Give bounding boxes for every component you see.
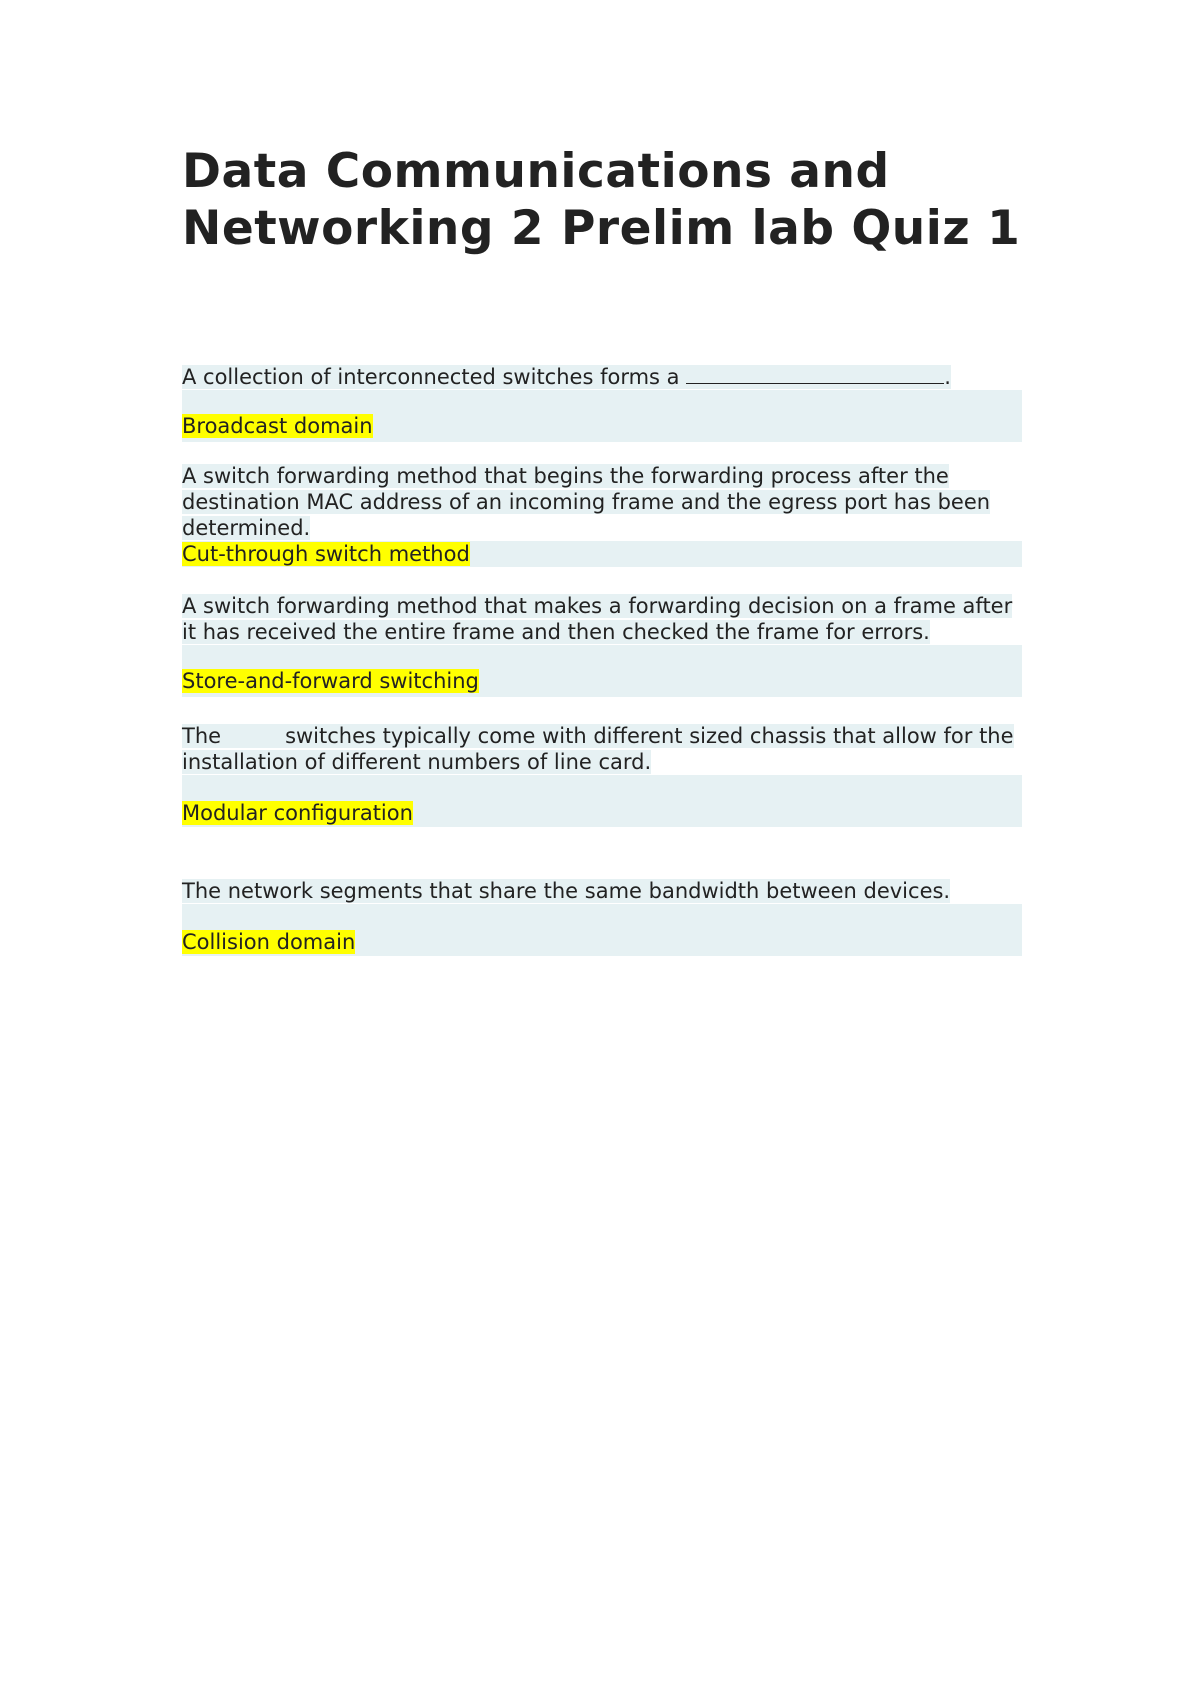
question-5-text: The network segments that share the same bandwidth between devices.: [182, 879, 951, 903]
answer-4: Modular configuration: [182, 801, 413, 825]
question-4: [182, 723, 1022, 775]
question-3-text: A switch forwarding method that makes a forwarding decision on a frame after it has received the entire frame and then checked the frame for errors.: [182, 594, 1013, 644]
answer-row-4: [182, 775, 1022, 827]
answer-row-1: [182, 390, 1022, 442]
answer-row-3: [182, 645, 1022, 697]
question-1-text: A collection of interconnected switches forms a .: [182, 365, 951, 389]
page-title: Data Communications and Networking 2 Prelim lab Quiz 1: [182, 144, 1021, 256]
answer-2: Cut-through switch method: [182, 542, 470, 566]
question-5: [182, 878, 1022, 904]
answer-row-2: [182, 541, 1022, 567]
question-2-text: A switch forwarding method that begins the forwarding process after the destination MAC address of an incoming frame and the egress port has been determined.: [182, 464, 991, 540]
answer-row-5: [182, 904, 1022, 956]
answer-1: Broadcast domain: [182, 414, 373, 438]
question-3: [182, 593, 1022, 645]
answer-5: Collision domain: [182, 930, 356, 954]
quiz-content: [182, 364, 1022, 956]
fill-in-blank: [686, 364, 944, 384]
question-4-text: The switches typically come with different sized chassis that allow for the installation of different numbers of line card.: [182, 724, 1014, 774]
question-1: [182, 364, 1022, 390]
question-2: [182, 463, 1022, 541]
answer-3: Store-and-forward switching: [182, 669, 479, 693]
